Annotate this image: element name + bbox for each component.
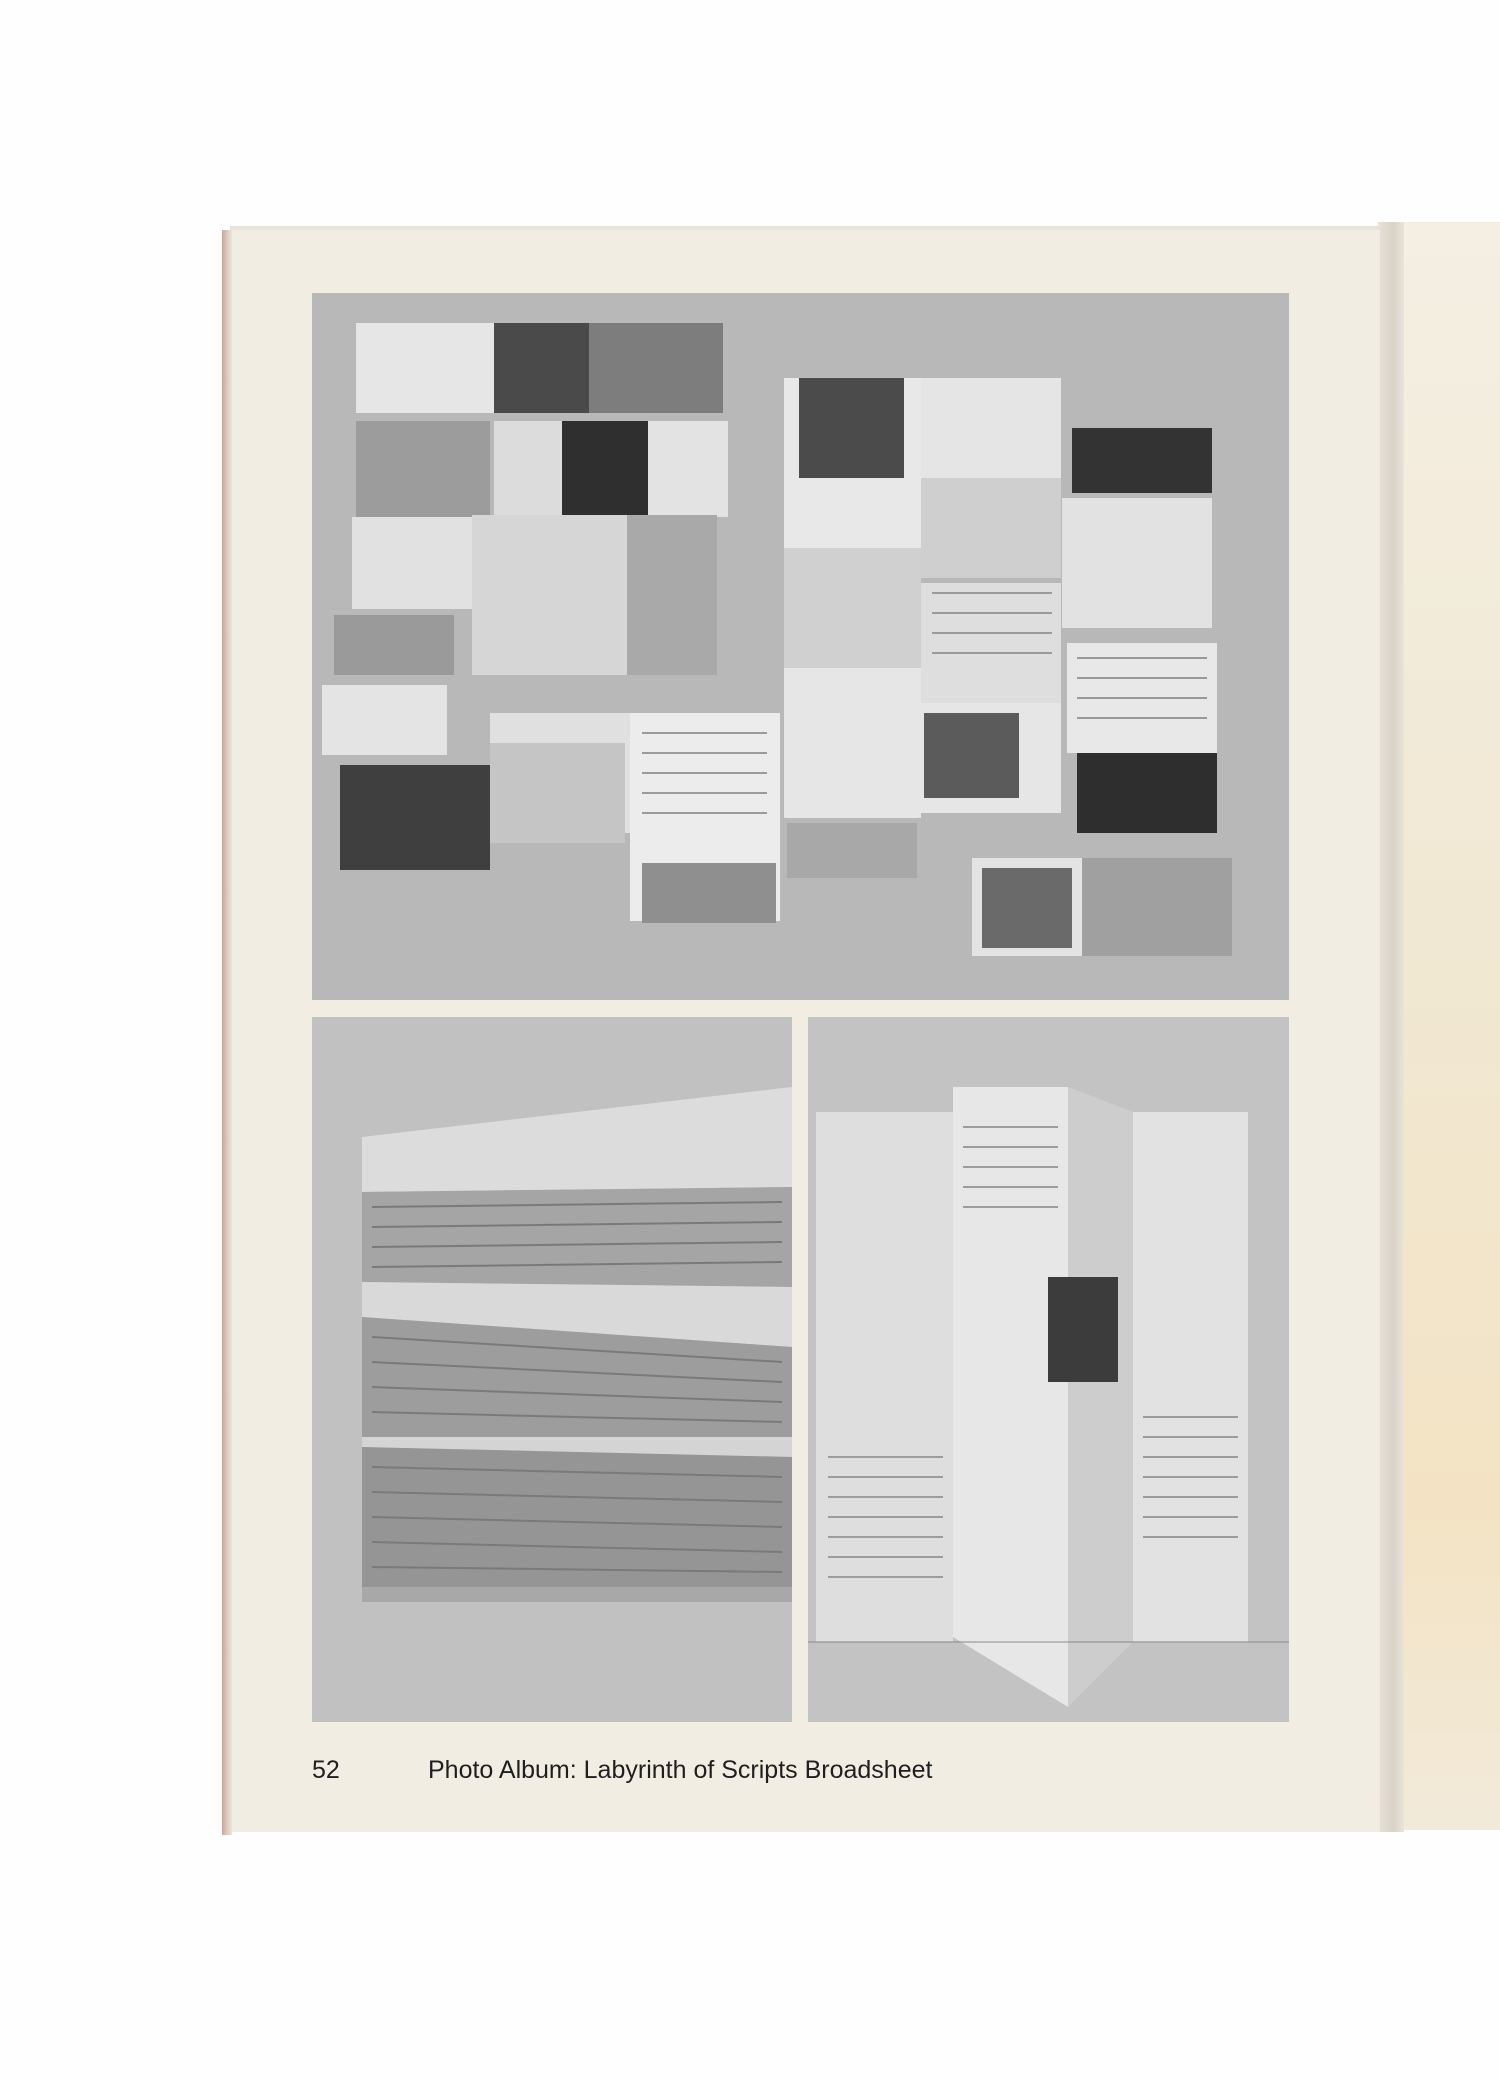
photo-zigzag-fold: [312, 1017, 792, 1722]
facing-page-edge: [1402, 222, 1500, 1830]
caption-line: [312, 1756, 1272, 1796]
photo-broadsheet-panels: [312, 293, 1289, 1000]
caption-title: Photo Album: Labyrinth of Scripts Broadsheet: [428, 1756, 933, 1784]
photo-standing-column: [808, 1017, 1289, 1722]
spine-shadow: [1378, 222, 1404, 1832]
page-number: 52: [312, 1756, 340, 1784]
page-edge: [222, 230, 232, 1835]
